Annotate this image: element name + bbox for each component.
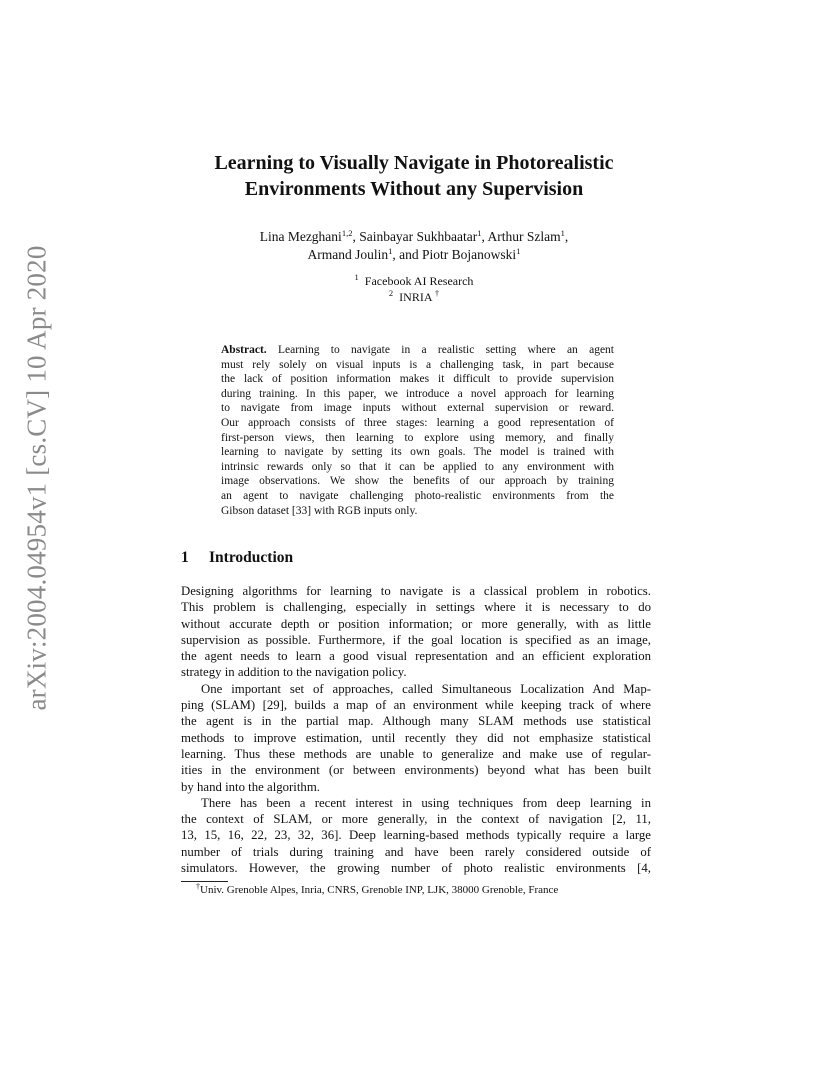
author-list xyxy=(150,228,678,264)
title-line: Environments Without any Supervision xyxy=(244,178,584,200)
body-line: One important set of approaches, called Simultaneous Localization And Map- xyxy=(201,681,651,696)
body-line: 13, 15, 16, 22, 23, 32, 36]. Deep learning-based methods typically require a large xyxy=(181,828,651,843)
body-line: strategy in addition to the navigation policy. xyxy=(181,665,407,680)
body-line: This problem is challenging, especially in settings where it is necessary to do xyxy=(181,600,651,615)
footnote-mark: † xyxy=(434,288,440,298)
author-separator: , xyxy=(481,229,488,244)
affiliation-mark: 1 xyxy=(388,246,393,256)
affiliation-name: Facebook AI Research xyxy=(364,274,474,288)
author-name: Sainbayar Sukhbaatar xyxy=(359,229,478,244)
body-line: simulators. However, the growing number of photo realistic environments [4, xyxy=(181,861,651,876)
arxiv-identifier-text: arXiv:2004.04954v1 [cs.CV] 10 Apr 2020 xyxy=(21,244,52,711)
introduction-body xyxy=(181,583,651,876)
section-heading xyxy=(181,549,293,567)
affiliation-mark: 1 xyxy=(516,246,521,256)
body-line: Designing algorithms for learning to navigate is a classical problem in robotics. xyxy=(181,584,651,598)
author-name: Armand Joulin xyxy=(307,247,389,262)
body-line: ping (SLAM) [29], builds a map of an environment while keeping track of where xyxy=(181,698,651,713)
affiliation-mark: 1 xyxy=(560,228,565,238)
affiliation-line xyxy=(250,273,578,289)
abstract-label: Abstract. xyxy=(221,344,267,356)
paper-title xyxy=(120,150,708,202)
abstract-line: image observations. We show the benefits of our approach by training xyxy=(221,475,614,488)
abstract-line: Gibson dataset [33] with RGB inputs only. xyxy=(221,504,418,517)
affiliation-line xyxy=(250,289,578,305)
affiliation-mark: 1 xyxy=(477,228,482,238)
body-line: the agent needs to learn a good visual representation and an efficient exploration xyxy=(181,649,651,664)
footnote xyxy=(196,884,558,896)
affiliations xyxy=(250,273,578,305)
author-separator: , xyxy=(564,229,569,244)
footnote-text: Univ. Grenoble Alpes, Inria, CNRS, Grenoble INP, LJK, 38000 Grenoble, France xyxy=(200,884,559,896)
author-separator: , and xyxy=(392,247,423,262)
body-line: ities in the environment (or between environments) beyond what has been built xyxy=(181,763,651,778)
abstract-text: Learning to navigate in a realistic setting where an agent xyxy=(277,344,614,356)
footnote-mark: † xyxy=(196,882,200,891)
affiliation-mark: 2 xyxy=(388,288,394,298)
body-line: There has been a recent interest in using techniques from deep learning in xyxy=(201,795,651,810)
title-line: Learning to Visually Navigate in Photorealistic xyxy=(214,152,614,174)
body-line: by hand into the algorithm. xyxy=(181,779,320,794)
author-name: Piotr Bojanowski xyxy=(422,247,517,262)
author-name: Arthur Szlam xyxy=(487,229,561,244)
author-separator: , xyxy=(352,229,360,244)
abstract-line: must rely solely on visual inputs is a challenging task, in part because xyxy=(221,358,614,371)
body-line: without accurate depth or position information; or more generally, with as little xyxy=(181,616,651,631)
abstract-line: learning to navigate by setting its own goals. The model is trained with xyxy=(221,446,614,459)
body-line: methods to improve estimation, until recently they did not emphasize statistical xyxy=(181,730,651,745)
body-line: supervision as possible. Furthermore, if the goal location is specified as an image, xyxy=(181,632,651,647)
body-line: number of trials during training and have been rarely considered outside of xyxy=(181,844,651,859)
abstract-line: an agent to navigate challenging photo-realistic environments from the xyxy=(221,489,614,502)
author-line xyxy=(150,228,678,246)
arxiv-identifier-stamp xyxy=(20,244,54,711)
affiliation-name: INRIA xyxy=(399,290,432,304)
abstract-line: the lack of position information makes it difficult to provide supervision xyxy=(221,373,614,386)
abstract-line: during training. In this paper, we introduce a novel approach for learning xyxy=(221,387,614,400)
author-name: Lina Mezghani xyxy=(259,229,342,244)
section-number: 1 xyxy=(181,549,189,566)
body-line: the agent is in the partial map. Although many SLAM methods use statistical xyxy=(181,714,651,729)
abstract-line: first-person views, then learning to explore using memory, and finally xyxy=(221,431,614,444)
body-line: the context of SLAM, or more generally, in the context of navigation [2, 11, xyxy=(181,812,651,827)
affiliation-mark: 1,2 xyxy=(341,228,353,238)
abstract-line: Our approach consists of three stages: learning a good representation of xyxy=(221,416,614,429)
author-line xyxy=(150,246,678,264)
abstract-line xyxy=(221,343,614,358)
abstract xyxy=(221,343,614,518)
body-line: learning. Thus these methods are unable to generalize and make use of regular- xyxy=(181,746,651,761)
section-title: Introduction xyxy=(209,549,294,566)
footnote-rule xyxy=(181,881,228,882)
abstract-line: to navigate from image inputs without external supervision or reward. xyxy=(221,402,614,415)
affiliation-mark: 1 xyxy=(354,272,359,282)
abstract-line: intrinsic rewards only so that it can be applied to any environment with xyxy=(221,460,614,473)
